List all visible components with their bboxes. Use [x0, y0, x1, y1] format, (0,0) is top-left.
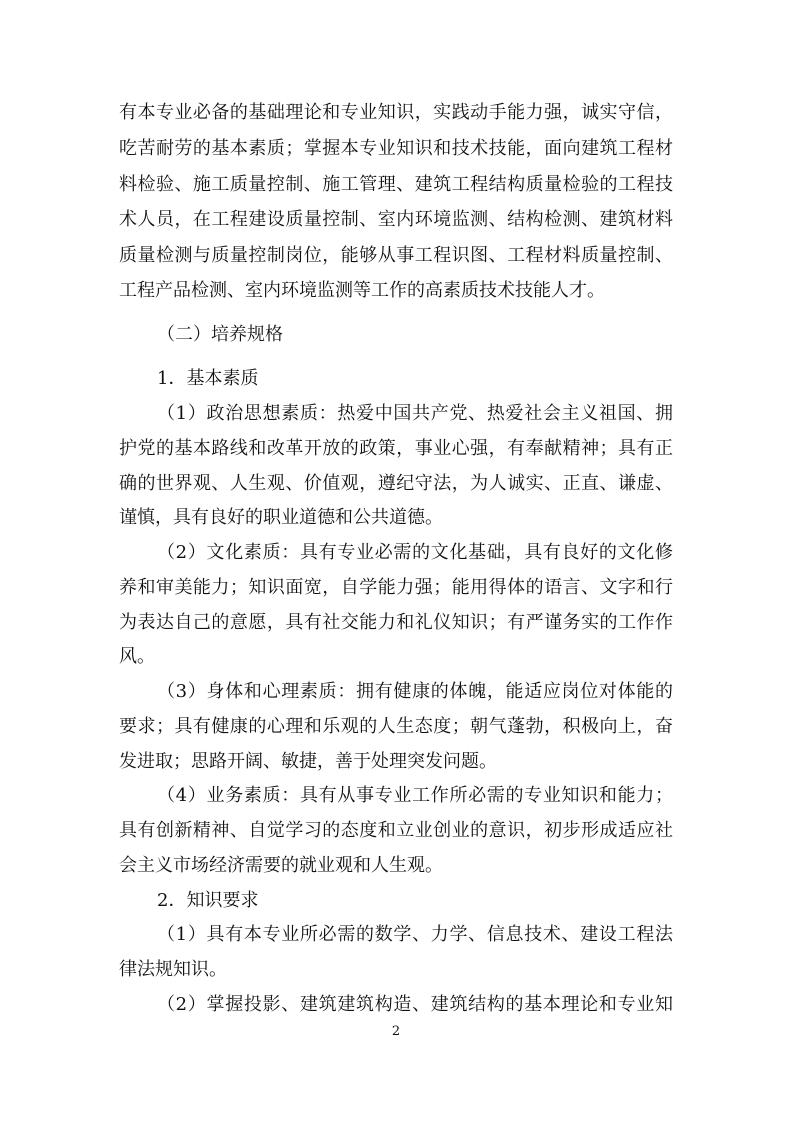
body-line: （1）政治思想素质：热爱中国共产党、热爱社会主义祖国、拥	[157, 403, 673, 424]
body-line: 确的世界观、人生观、价值观，遵纪守法，为人诚实、正直、谦虚、	[119, 473, 673, 494]
subsection-heading: 2．知识要求	[157, 890, 259, 911]
body-line: （4）业务素质：具有从事专业工作所必需的专业知识和能力；	[157, 785, 673, 806]
body-line: 谨慎，具有良好的职业道德和公共道德。	[119, 507, 443, 528]
body-line: 具有创新精神、自觉学习的态度和立业创业的意识，初步形成适应社	[119, 820, 673, 841]
body-line: 为表达自己的意愿，具有社交能力和礼仪知识；有严谨务实的工作作	[119, 612, 673, 633]
body-line: 吃苦耐劳的基本素质；掌握本专业知识和技术技能，面向建筑工程材	[119, 138, 673, 159]
body-line: 发进取；思路开阔、敏捷，善于处理突发问题。	[119, 751, 497, 772]
body-line: 质量检测与质量控制岗位，能够从事工程识图、工程材料质量控制、	[119, 245, 673, 266]
body-line: （2）掌握投影、建筑建筑构造、建筑结构的基本理论和专业知	[157, 994, 673, 1015]
body-line: 养和审美能力；知识面宽，自学能力强；能用得体的语言、文字和行	[119, 577, 673, 598]
section-heading: （二）培养规格	[157, 324, 283, 345]
body-line: 会主义市场经济需要的就业观和人生观。	[119, 855, 443, 876]
body-line: （1）具有本专业所必需的数学、力学、信息技术、建设工程法	[157, 924, 673, 945]
body-line: 术人员，在工程建设质量控制、室内环境监测、结构检测、建筑材料	[119, 209, 673, 230]
body-line: （2）文化素质：具有专业必需的文化基础，具有良好的文化修	[157, 542, 673, 563]
body-line: 工程产品检测、室内环境监测等工作的高素质技术技能人才。	[119, 280, 605, 301]
body-line: 有本专业必备的基础理论和专业知识，实践动手能力强，诚实守信，	[119, 102, 673, 123]
body-line: 料检验、施工质量控制、施工管理、建筑工程结构质量检验的工程技	[119, 174, 673, 195]
body-line: 要求；具有健康的心理和乐观的人生态度；朝气蓬勃，积极向上，奋	[119, 716, 673, 737]
page-number: 2	[391, 1024, 401, 1039]
body-line: （3）身体和心理素质：拥有健康的体魄，能适应岗位对体能的	[157, 681, 673, 702]
body-line: 护党的基本路线和改革开放的政策，事业心强，有奉献精神；具有正	[119, 438, 673, 459]
subsection-heading: 1．基本素质	[157, 368, 259, 389]
body-line: 风。	[119, 646, 155, 667]
body-line: 律法规知识。	[119, 959, 227, 980]
